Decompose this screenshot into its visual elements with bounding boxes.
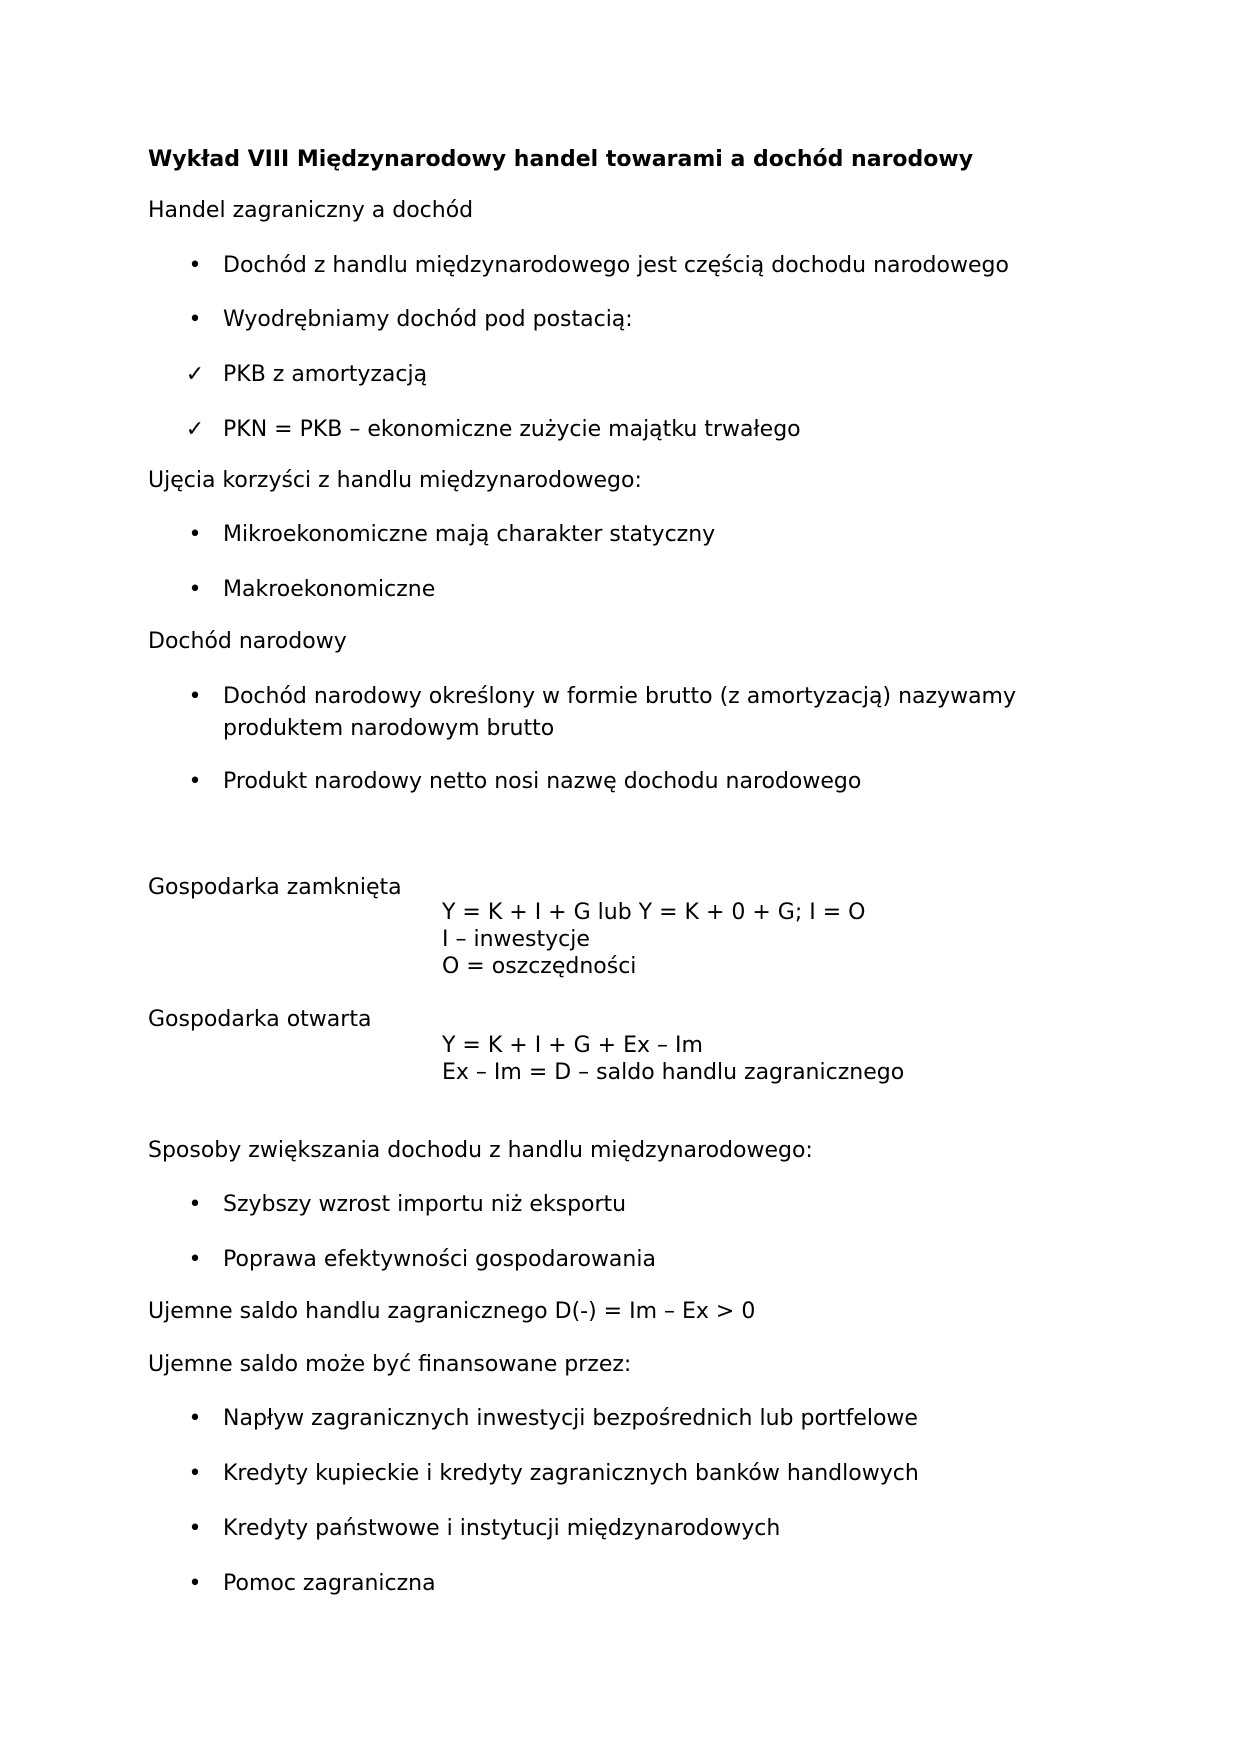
financing-heading: Ujemne saldo może być finansowane przez: [148, 1352, 632, 1377]
negative-balance-formula: Ujemne saldo handlu zagranicznego D(-) = Im – Ex > 0 [148, 1299, 756, 1324]
document-page: Wykład VIII Międzynarodowy handel towarami a dochód narodowy Handel zagraniczny a dochód • Dochód z handlu międzynarodowego jest częścią dochodu narodowego • Wyodrębniamy dochód pod postacią: ✓ PKB z amortyzacją ✓ PKN = PKB – ekonomiczne zużycie majątku trwałego Ujęcia korzyści z handlu międzynarodowego: • Mikroekonomiczne mają charakter statyczny • Makroekonomiczne Dochód narodowy • Dochód narodowy określony w formie brutto (z amortyzacją) nazywamy produktem narodowym brutto • Produkt narodowy netto nosi nazwę dochodu narodowego Gospodarka zamknięta Y = K + I + G lub Y = K + 0 + G; I = O I – inwestycje O = oszczędności Gospodarka otwarta Y = K + I + G + Ex – Im Ex – Im = D – saldo handlu zagranicznego Sposoby zwiększania dochodu z handlu międzynarodowego: • Szybszy wzrost importu niż eksportu • Poprawa efektywności gospodarowania Ujemne saldo handlu zagranicznego D(-) = Im – Ex > 0 Ujemne saldo może być finansowane przez: • Napływ zagranicznych inwestycji bezpośrednich lub portfelowe • Kredyty kupieckie i kredyty zagranicznych banków handlowych • Kredyty państwowe i instytucji międzynarodowych • Pomoc zagraniczna [0, 0, 1240, 1754]
document-title: Wykład VIII Międzynarodowy handel towarami a dochód narodowy [148, 147, 974, 172]
bullet-icon: • [188, 1516, 202, 1541]
bullet-icon: • [188, 577, 202, 602]
open-economy-formula: Y = K + I + G + Ex – Im [442, 1033, 703, 1058]
checkmark-icon: ✓ [185, 417, 205, 442]
bullet-icon: • [188, 307, 202, 332]
trade-balance-definition: Ex – Im = D – saldo handlu zagranicznego [442, 1060, 905, 1085]
investment-definition: I – inwestycje [442, 927, 590, 952]
ways-heading: Sposoby zwiększania dochodu z handlu międzynarodowego: [148, 1138, 813, 1163]
savings-definition: O = oszczędności [442, 954, 637, 979]
closed-economy-label: Gospodarka zamknięta [148, 875, 402, 900]
bullet-icon: • [188, 1571, 202, 1596]
section-heading-trade-income: Handel zagraniczny a dochód [148, 198, 474, 223]
bullet-icon: • [188, 1247, 202, 1272]
bullet-icon: • [188, 1406, 202, 1431]
closed-economy-formula: Y = K + I + G lub Y = K + 0 + G; I = O [442, 900, 866, 925]
open-economy-label: Gospodarka otwarta [148, 1007, 372, 1032]
bullet-icon: • [188, 522, 202, 547]
bullet-icon: • [188, 253, 202, 278]
bullet-icon: • [188, 684, 202, 709]
bullet-icon: • [188, 1192, 202, 1217]
section-heading-national-income: Dochód narodowy [148, 629, 347, 654]
section-heading-benefits: Ujęcia korzyści z handlu międzynarodowego: [148, 468, 642, 493]
bullet-icon: • [188, 1461, 202, 1486]
checkmark-icon: ✓ [185, 362, 205, 387]
bullet-icon: • [188, 769, 202, 794]
